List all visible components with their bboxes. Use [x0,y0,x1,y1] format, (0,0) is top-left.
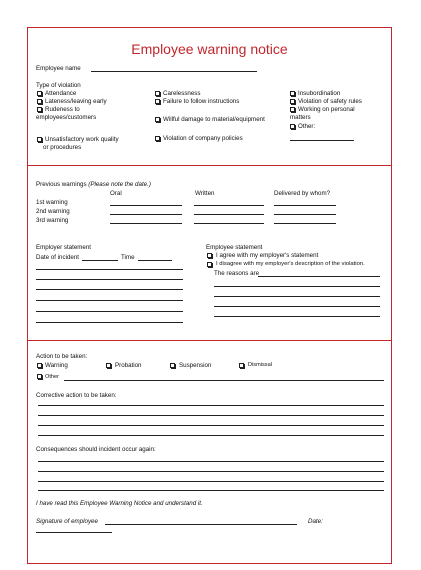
agree-checkbox[interactable] [207,253,212,258]
acknowledgement-text: I have read this Employee Warning Notice and understand it. [36,500,203,507]
section-divider [28,165,391,166]
probation-checkbox[interactable] [106,363,111,368]
third-warning-label: 3rd warning [36,217,69,224]
consequences-line[interactable] [38,471,384,472]
willful-damage-label: Willful damage to material/equipment [163,116,265,123]
other-action-field[interactable] [64,380,384,381]
employer-statement-line[interactable] [36,300,183,301]
first-oral-field[interactable] [110,205,182,206]
employee-statement-line[interactable] [214,306,380,307]
section-divider [28,340,391,341]
previous-warnings-heading [36,181,151,188]
other-violation-checkbox[interactable] [290,124,295,129]
insubordination-label: Insubordination [298,90,341,97]
second-warning-label: 2nd warning [36,208,70,215]
unsatisfactory-label-line2: or procedures [43,144,82,151]
probation-label: Probation [115,362,142,369]
incident-date-field[interactable] [82,260,118,261]
rudeness-label-line2: employees/customers [36,114,97,121]
employee-statement-line[interactable] [214,286,380,287]
delivered-column-header: Delivered by whom? [274,190,331,197]
second-oral-field[interactable] [110,214,182,215]
employer-statement-line[interactable] [36,322,183,323]
company-policies-label: Violation of company policies [163,135,243,142]
incident-time-label: Time [121,254,135,261]
suspension-checkbox[interactable] [170,363,175,368]
employer-statement-heading: Employer statement [36,244,92,251]
reasons-label: The reasons are [214,270,260,277]
corrective-action-line[interactable] [38,405,384,406]
carelessness-checkbox[interactable] [155,91,160,96]
form-title: Employee warning notice [131,41,288,57]
failure-checkbox[interactable] [155,99,160,104]
second-delivered-field[interactable] [274,214,336,215]
employer-statement-line[interactable] [36,289,183,290]
personal-matters-label-line1: Working on personal [298,106,355,113]
second-written-field[interactable] [194,214,264,215]
corrective-action-line[interactable] [38,425,384,426]
dismissal-checkbox[interactable] [239,363,244,368]
corrective-action-line[interactable] [38,415,384,416]
dismissal-label: Dismissal [248,362,272,368]
warning-checkbox[interactable] [37,363,42,368]
rudeness-checkbox[interactable] [37,107,42,112]
first-warning-label: 1st warning [36,199,68,206]
signature-field[interactable] [105,524,297,525]
personal-matters-label-line2: matters [290,114,311,121]
previous-warnings-text: Previous warnings [36,181,89,188]
employer-statement-line[interactable] [36,279,183,280]
lateness-checkbox[interactable] [37,99,42,104]
employee-statement-line[interactable] [214,316,380,317]
lateness-label: Lateness/leaving early [45,98,107,105]
personal-matters-checkbox[interactable] [290,107,295,112]
agree-label: I agree with my employer's statement [216,252,319,259]
signature-underline[interactable] [36,532,112,533]
warning-label: Warning [45,362,68,369]
incident-date-label: Date of incident [36,254,79,261]
failure-label: Failure to follow instructions [163,98,240,105]
suspension-label: Suspension [179,362,212,369]
incident-time-field[interactable] [138,260,172,261]
violation-heading: Type of violation [36,82,81,89]
consequences-label: Consequences should incident occur again: [36,446,156,453]
employee-name-label: Employee name [36,65,81,72]
disagree-checkbox[interactable] [207,262,212,267]
unsatisfactory-label-line1: Unsatisfactory work quality [45,136,119,143]
warning-notice-form [27,27,392,564]
first-written-field[interactable] [194,205,264,206]
attendance-label: Attendance [45,90,77,97]
rudeness-label-line1: Rudeness to [45,106,80,113]
previous-warnings-note: (Please note the date.) [88,181,151,188]
consequences-line[interactable] [38,490,384,491]
other-action-checkbox[interactable] [37,374,42,379]
written-column-header: Written [195,190,215,197]
employer-statement-line[interactable] [36,269,183,270]
attendance-checkbox[interactable] [37,91,42,96]
employee-name-field[interactable] [91,71,257,72]
other-action-label: Other [45,374,59,380]
employee-statement-heading: Employee statement [206,244,263,251]
first-delivered-field[interactable] [274,205,336,206]
willful-damage-checkbox[interactable] [155,117,160,122]
consequences-line[interactable] [38,461,384,462]
other-violation-label: Other: [298,123,316,130]
safety-rules-checkbox[interactable] [290,99,295,104]
employer-statement-line[interactable] [36,311,183,312]
oral-column-header: Oral [110,190,122,197]
signature-label: Signature of employee [36,518,98,525]
corrective-action-label: Corrective action to be taken: [36,392,117,399]
company-policies-checkbox[interactable] [155,136,160,141]
safety-rules-label: Violation of safety rules [298,98,362,105]
third-written-field[interactable] [194,223,264,224]
corrective-action-line[interactable] [38,435,384,436]
action-heading: Action to be taken: [36,353,88,360]
insubordination-checkbox[interactable] [290,91,295,96]
third-delivered-field[interactable] [274,223,336,224]
employee-statement-line[interactable] [214,296,380,297]
date-label: Date: [308,518,323,525]
unsatisfactory-checkbox[interactable] [37,137,42,142]
disagree-label: I disagree with my employer's description of the violation. [216,261,365,267]
carelessness-label: Carelessness [163,90,201,97]
consequences-line[interactable] [38,481,384,482]
reasons-field[interactable] [258,276,380,277]
other-violation-field[interactable] [290,140,354,141]
third-oral-field[interactable] [110,223,182,224]
